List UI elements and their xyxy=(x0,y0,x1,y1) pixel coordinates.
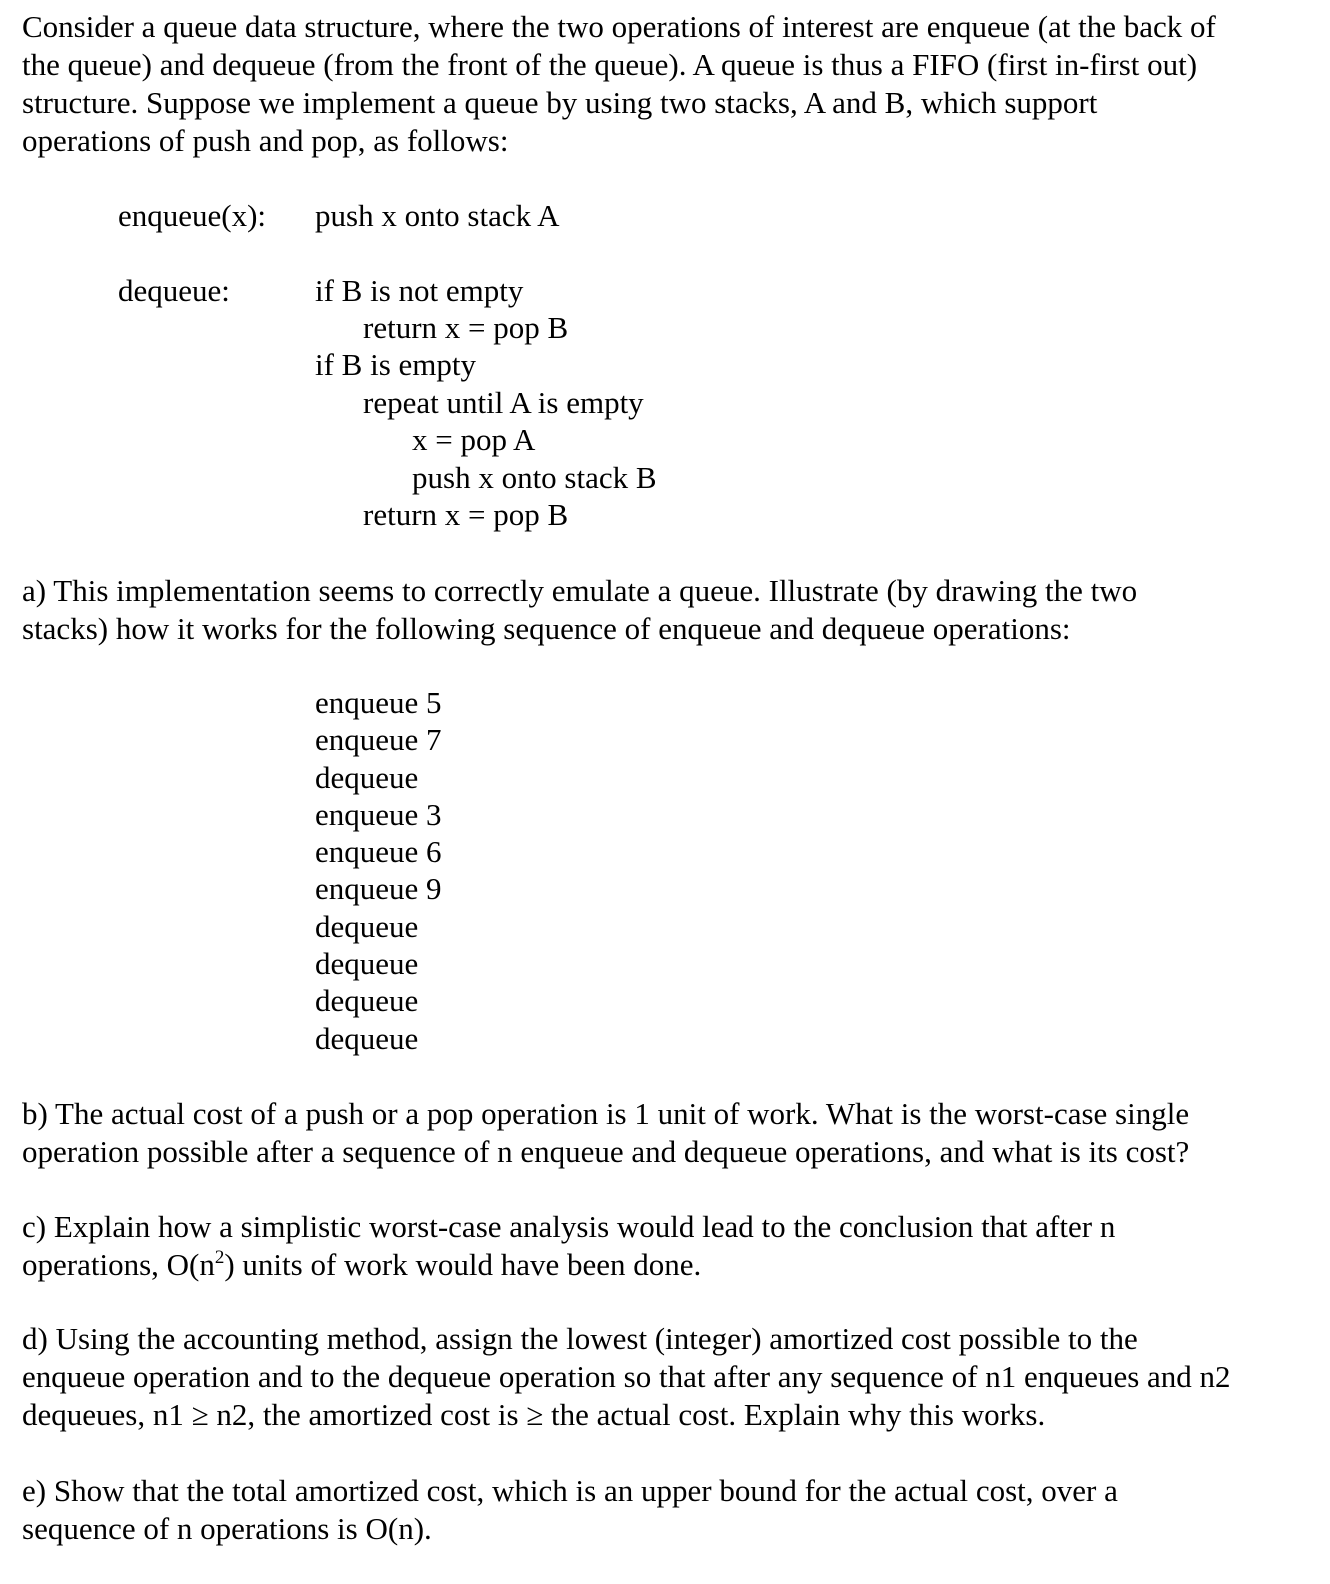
part-c-text: ) units of work would have been done. xyxy=(224,1247,702,1282)
part-b-paragraph xyxy=(22,1095,1317,1171)
operation-item: dequeue xyxy=(315,908,419,944)
operation-item: enqueue 7 xyxy=(315,722,442,758)
part-a-line: stacks) how it works for the following sequence of enqueue and dequeue operations: xyxy=(22,611,1071,646)
part-c-line xyxy=(22,1246,1317,1284)
dequeue-line: if B is empty xyxy=(315,347,477,382)
exponent: 2 xyxy=(214,1247,225,1268)
intro-line: the queue) and dequeue (from the front of the queue). A queue is thus a FIFO (first in-first out) xyxy=(22,47,1198,82)
operation-item: enqueue 6 xyxy=(315,834,442,870)
part-a-paragraph xyxy=(22,572,1317,648)
intro-line: Consider a queue data structure, where the two operations of interest are enqueue (at the back of xyxy=(22,9,1216,44)
operation-item: enqueue 5 xyxy=(315,685,442,720)
operation-item: enqueue 3 xyxy=(315,796,442,832)
intro-line: operations of push and pop, as follows: xyxy=(22,123,509,158)
dequeue-line: return x = pop B xyxy=(363,310,569,345)
intro-line: structure. Suppose we implement a queue by using two stacks, A and B, which support xyxy=(22,85,1098,120)
dequeue-line: return x = pop B xyxy=(363,497,569,532)
part-d-line: enqueue operation and to the dequeue operation so that after any sequence of n1 enqueues and n2 xyxy=(22,1359,1231,1394)
part-e-paragraph xyxy=(22,1472,1317,1548)
dequeue-line: push x onto stack B xyxy=(412,460,657,495)
enqueue-label: enqueue(x): xyxy=(118,198,267,233)
part-d-line: d) Using the accounting method, assign the lowest (integer) amortized cost possible to the xyxy=(22,1321,1138,1356)
dequeue-line: x = pop A xyxy=(412,422,536,457)
part-c-text: operations, O(n xyxy=(22,1247,215,1282)
operation-item: dequeue xyxy=(315,1020,419,1056)
dequeue-line: repeat until A is empty xyxy=(363,385,644,420)
part-b-line: operation possible after a sequence of n enqueue and dequeue operations, and what is its cost? xyxy=(22,1134,1190,1169)
operation-sequence xyxy=(315,684,442,1057)
part-b-line: b) The actual cost of a push or a pop operation is 1 unit of work. What is the worst-case single xyxy=(22,1096,1190,1131)
intro-paragraph xyxy=(22,8,1317,160)
part-c-line: c) Explain how a simplistic worst-case analysis would lead to the conclusion that after n xyxy=(22,1209,1116,1244)
operation-item: enqueue 9 xyxy=(315,871,442,907)
part-a-line: a) This implementation seems to correctly emulate a queue. Illustrate (by drawing the two xyxy=(22,573,1138,608)
dequeue-line: if B is not empty xyxy=(315,273,524,308)
part-d-paragraph xyxy=(22,1320,1317,1434)
part-e-line: sequence of n operations is O(n). xyxy=(22,1511,432,1546)
operation-item: dequeue xyxy=(315,946,419,982)
part-e-line: e) Show that the total amortized cost, which is an upper bound for the actual cost, over a xyxy=(22,1473,1118,1508)
enqueue-body: push x onto stack A xyxy=(315,198,560,233)
dequeue-label: dequeue: xyxy=(118,273,230,308)
operation-item: dequeue xyxy=(315,983,419,1019)
part-d-line: dequeues, n1 ≥ n2, the amortized cost is ≥ the actual cost. Explain why this works. xyxy=(22,1397,1046,1432)
part-c-paragraph xyxy=(22,1208,1317,1284)
operation-item: dequeue xyxy=(315,759,419,795)
